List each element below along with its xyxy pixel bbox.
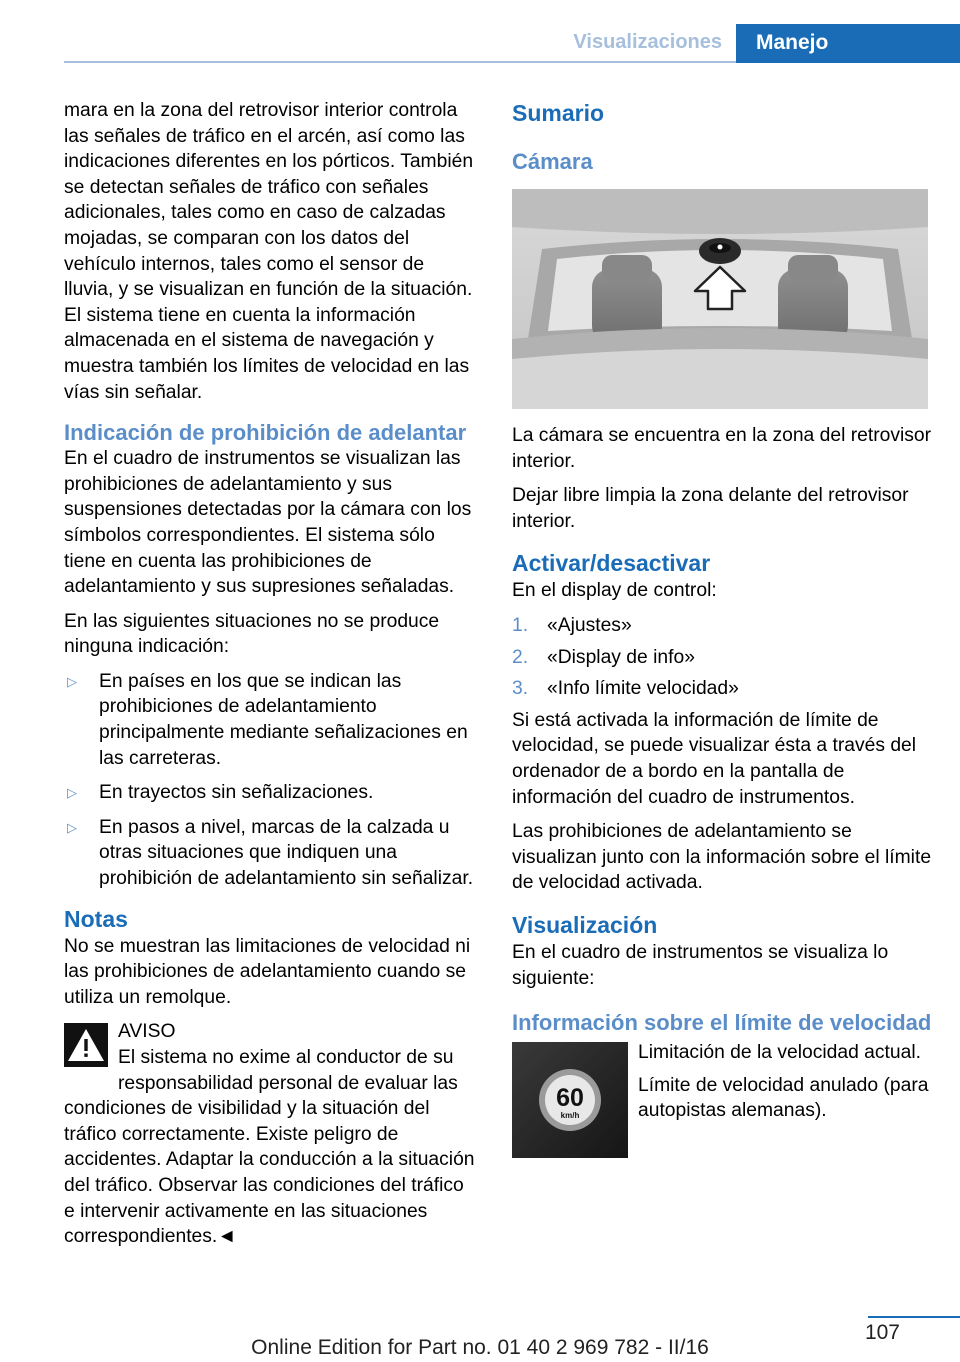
speed-limit-unit: km/h xyxy=(560,1111,580,1121)
heading-speed-limit-info: Información sobre el límite de velocidad xyxy=(512,1010,932,1036)
heading-summary: Sumario xyxy=(512,100,605,126)
paragraph-control-display: En el display de control: xyxy=(512,580,717,602)
list-item-text: En pasos a nivel, marcas de la calzada u otras situaciones que indiquen una prohibición de adelantamiento sin señalizar. xyxy=(99,816,474,890)
step-text: «Display de info» xyxy=(547,646,695,668)
list-item xyxy=(64,815,478,892)
heading-camera: Cámara xyxy=(512,149,593,174)
header-section-title: Visualizaciones xyxy=(573,31,722,53)
step-item xyxy=(512,676,932,702)
step-item xyxy=(512,645,932,671)
paragraph-current-limit: Limitación de la velocidad actual. xyxy=(638,1042,921,1064)
paragraph-camera-intro: mara en la zona del retrovisor interior controla las señales de tráfico en el arcén, así como las indicaciones diferentes en los pórticos. También se detectan señales de tráfico con señales adicionales, tales como en caso de calzadas mojadas, se comparan con los datos del vehículo internos, tales como el sensor de lluvia, y se visualizan en función de la situación. El sistema tiene en cuenta la información almacenada en el sistema de navegación y muestra también los límites de velocidad en las vías sin señalar. xyxy=(64,100,474,403)
list-item xyxy=(64,669,478,771)
bullet-triangle-icon: ▷ xyxy=(67,673,77,689)
speed-limit-description xyxy=(638,1040,932,1131)
bullet-triangle-icon: ▷ xyxy=(67,785,77,801)
heading-activate: Activar/desactivar xyxy=(512,550,711,577)
paragraph-prohibition-display: En el cuadro de instrumentos se visualizan las prohibiciones de adelantamiento y sus suspensiones detectadas por la cámara con los símbolos correspondientes. El sistema sólo tiene en cuenta las prohibiciones de adelantamiento y sus supresiones señaladas. xyxy=(64,448,472,598)
paragraph-trailer-note: No se muestran las limitaciones de velocidad ni las prohibiciones de adelantamiento cuando se utiliza un remolque. xyxy=(64,935,471,1008)
header-chapter-tab: Manejo xyxy=(736,24,960,63)
warning-text: El sistema no exime al conductor de su responsabilidad personal de evaluar las condiciones de visibilidad y la situación del tráfico correctamente. Existe peligro de accidentes. Adaptar la conducción a la situación del tráfico. Observar las condiciones del tráfico e intervenir activamente en las situaciones correspondientes.◄ xyxy=(64,1047,475,1248)
list-item-text: En trayectos sin señalizaciones. xyxy=(99,782,374,804)
page-header xyxy=(0,24,960,62)
speed-limit-row xyxy=(512,1040,932,1158)
right-column xyxy=(512,98,932,1158)
heading-overtaking-prohibition: Indicación de prohibición de adelantar xyxy=(64,420,467,446)
warning-triangle-icon xyxy=(64,1023,108,1067)
edition-line: Online Edition for Part no. 01 40 2 969 782 - II/16 xyxy=(251,1336,709,1359)
warning-box xyxy=(64,1019,478,1249)
speed-limit-number: 60 xyxy=(556,1084,584,1113)
left-column xyxy=(64,98,478,1250)
step-number: 1. xyxy=(512,614,529,636)
paragraph-no-indication: En las siguientes situaciones no se produce ninguna indicación: xyxy=(64,610,440,658)
list-item xyxy=(64,780,478,806)
paragraph-display-shows: En el cuadro de instrumentos se visualiza lo siguiente: xyxy=(512,941,889,989)
step-number: 3. xyxy=(512,678,529,700)
steps-list xyxy=(512,613,932,702)
paragraph-limit-info: Si está activada la información de límite de velocidad, se puede visualizar ésta a través del ordenador de a bordo en la pantalla de información del cuadro de instrumentos. xyxy=(512,709,917,808)
list-item-text: En países en los que se indican las prohibiciones de adelantamiento principalmente mediante señalizaciones en las carreteras. xyxy=(99,670,468,769)
warning-title: AVISO xyxy=(118,1021,176,1043)
heading-display: Visualización xyxy=(512,911,658,938)
paragraph-camera-clean: Dejar libre limpia la zona delante del retrovisor interior. xyxy=(512,485,909,532)
paragraph-limit-cancelled: Límite de velocidad anulado (para autopistas alemanas). xyxy=(638,1074,929,1122)
paragraph-prohibition-with-limit: Las prohibiciones de adelantamiento se visualizan junto con la información sobre el límite de velocidad activada. xyxy=(512,821,932,894)
heading-notes: Notas xyxy=(64,905,128,932)
speed-limit-sign-icon xyxy=(512,1042,628,1158)
paragraph-camera-location: La cámara se encuentra en la zona del retrovisor interior. xyxy=(512,425,932,472)
footer-rule xyxy=(868,1316,960,1318)
step-text: «Info límite velocidad» xyxy=(547,678,739,700)
step-item xyxy=(512,613,932,639)
step-number: 2. xyxy=(512,646,529,668)
camera-location-photo xyxy=(512,189,928,409)
bullet-triangle-icon: ▷ xyxy=(67,819,77,835)
bullet-list xyxy=(64,669,478,892)
page-number: 107 xyxy=(864,1321,900,1344)
step-text: «Ajustes» xyxy=(547,614,632,636)
